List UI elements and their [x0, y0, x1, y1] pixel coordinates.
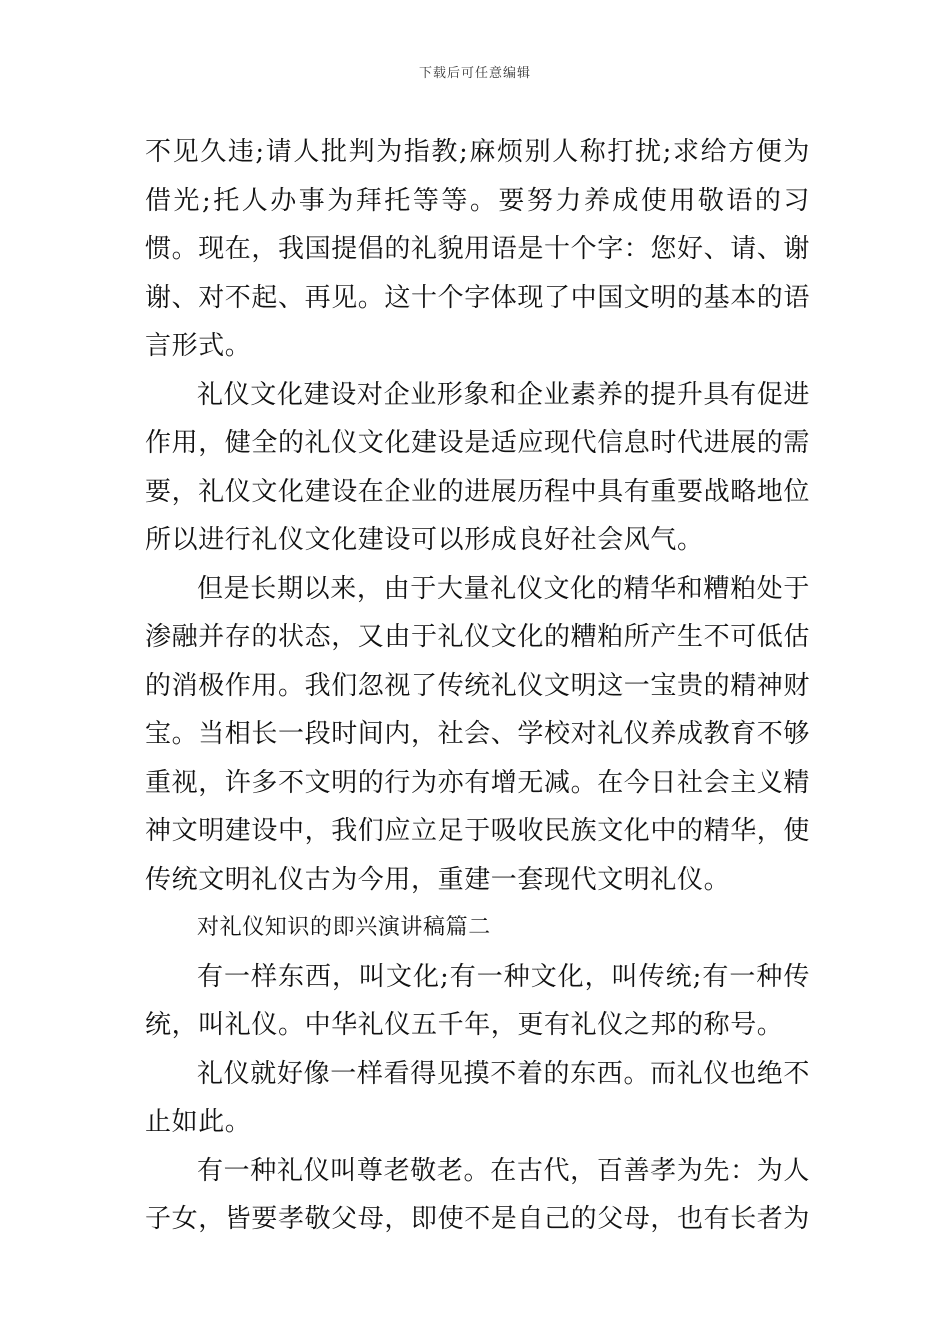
paragraph-intangible: 礼仪就好像一样看得见摸不着的东西。而礼仪也绝不止如此。 [145, 1058, 810, 1137]
paragraph-continuation: 不见久违;请人批判为指教;麻烦别人称打扰;求给方便为借光;托人办事为拜托等等。要努力养成使用敬语的习惯。现在，我国提倡的礼貌用语是十个字：您好、请、谢谢、对不起、再见。这十个字体现了中国文明的基本的语言形式。 [145, 137, 811, 361]
document-body [145, 128, 810, 1244]
paragraph-long-term-neglect: 但是长期以来，由于大量礼仪文化的精华和糟粕处于渗融并存的状态，又由于礼仪文化的糟粕所产生不可低估的消极作用。我们忽视了传统礼仪文明这一宝贵的精神财宝。当相长一段时间内，社会、学校对礼仪养成教育不够重视，许多不文明的行为亦有增无减。在今日社会主义精神文明建设中，我们应立足于吸收民族文化中的精华，使传统文明礼仪古为今用，重建一套现代文明礼仪。 [145, 573, 811, 895]
paragraph-tradition: 有一样东西，叫文化;有一种文化，叫传统;有一种传统，叫礼仪。中华礼仪五千年，更有礼仪之邦的称号。 [145, 961, 810, 1040]
section-heading: 对礼仪知识的即兴演讲稿篇二 [197, 915, 491, 940]
paragraph-etiquette-culture: 礼仪文化建设对企业形象和企业素养的提升具有促进作用，健全的礼仪文化建设是适应现代信息时代进展的需要，礼仪文化建设在企业的进展历程中具有重要战略地位所以进行礼仪文化建设可以形成良好社会风气。 [145, 379, 811, 555]
paragraph-respect-elders: 有一种礼仪叫尊老敬老。在古代，百善孝为先：为人子女，皆要孝敬父母，即使不是自己的父母，也有长者为 [145, 1155, 811, 1234]
page-header: 下载后可任意编辑 [418, 66, 531, 81]
